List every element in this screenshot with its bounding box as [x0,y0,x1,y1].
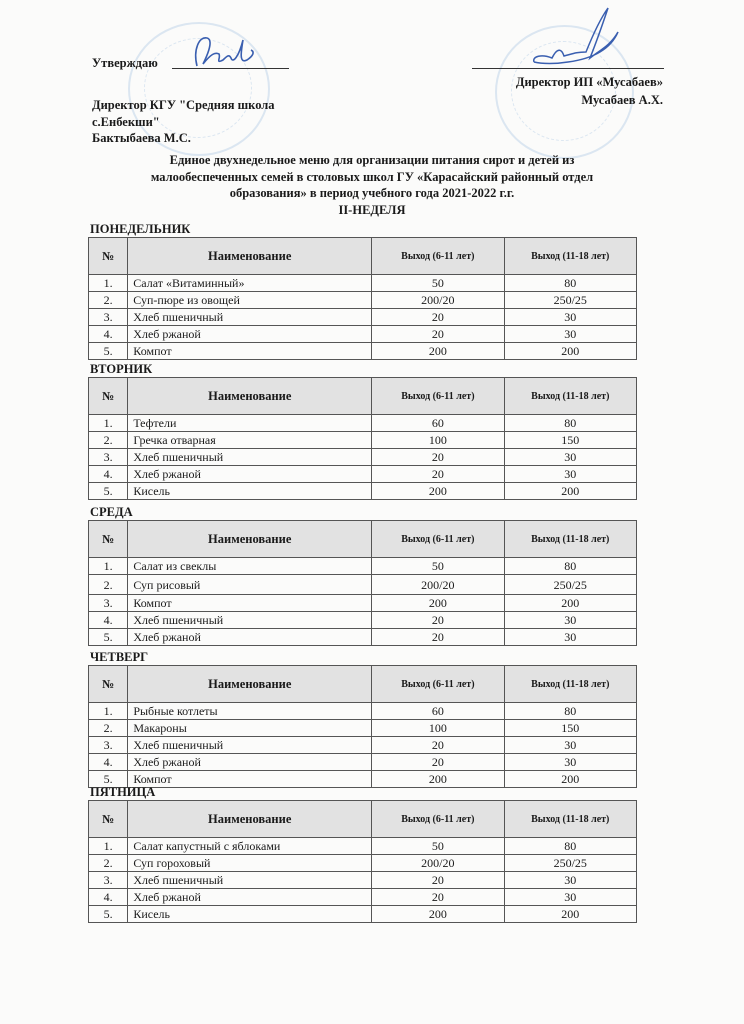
day-heading-1: ВТОРНИК [90,362,153,376]
right-signature-line [472,68,664,69]
portion-6-11: 200/20 [372,575,504,595]
row-number: 5. [89,343,128,360]
row-number: 3. [89,872,128,889]
dish-name: Салат из свеклы [128,558,372,575]
column-header-num: № [89,521,128,558]
table-row [89,415,637,432]
dish-name: Компот [128,771,372,788]
row-number: 1. [89,275,128,292]
portion-11-18: 30 [504,889,636,906]
table-header-row [89,801,637,838]
portion-11-18: 30 [504,466,636,483]
day-heading-4: ПЯТНИЦА [90,785,156,799]
dish-name: Хлеб пшеничный [128,449,372,466]
table-row [89,483,637,500]
portion-6-11: 20 [372,309,504,326]
column-header-num: № [89,238,128,275]
portion-11-18: 80 [504,838,636,855]
table-row [89,343,637,360]
table-row [89,771,637,788]
column-header-out-11-18: Выход (11-18 лет) [504,801,636,838]
right-signatory-title: Директор ИП «Мусабаев» [515,75,663,89]
dish-name: Кисель [128,906,372,923]
dish-name: Хлеб ржаной [128,466,372,483]
column-header-num: № [89,666,128,703]
left-signatory-school: с.Енбекши" [92,114,160,129]
dish-name: Рыбные котлеты [128,703,372,720]
dish-name: Суп-пюре из овощей [128,292,372,309]
dish-name: Макароны [128,720,372,737]
row-number: 4. [89,466,128,483]
column-header-out-11-18: Выход (11-18 лет) [504,666,636,703]
table-row [89,309,637,326]
portion-6-11: 50 [372,838,504,855]
column-header-out-11-18: Выход (11-18 лет) [504,521,636,558]
column-header-out-6-11: Выход (6-11 лет) [372,666,504,703]
portion-11-18: 80 [504,558,636,575]
right-signatory-name: Мусабаев А.Х. [581,93,663,107]
dish-name: Тефтели [128,415,372,432]
portion-11-18: 30 [504,737,636,754]
left-signatory-name: Бактыбаева М.С. [92,131,191,145]
column-header-out-11-18: Выход (11-18 лет) [504,378,636,415]
portion-6-11: 200 [372,771,504,788]
table-row [89,906,637,923]
table-row [89,612,637,629]
portion-6-11: 20 [372,754,504,771]
column-header-name: Наименование [128,521,372,558]
portion-6-11: 50 [372,275,504,292]
menu-table [88,665,637,788]
dish-name: Гречка отварная [128,432,372,449]
approve-label: Утверждаю [92,56,158,70]
dish-name: Хлеб пшеничный [128,612,372,629]
column-header-out-6-11: Выход (6-11 лет) [372,378,504,415]
column-header-num: № [89,801,128,838]
row-number: 1. [89,838,128,855]
row-number: 5. [89,629,128,646]
document-title [100,152,644,218]
portion-6-11: 20 [372,737,504,754]
portion-6-11: 20 [372,889,504,906]
menu-table [88,800,637,923]
row-number: 3. [89,595,128,612]
portion-6-11: 20 [372,326,504,343]
portion-11-18: 30 [504,326,636,343]
column-header-num: № [89,378,128,415]
dish-name: Хлеб ржаной [128,326,372,343]
table-row [89,703,637,720]
portion-11-18: 80 [504,275,636,292]
left-signature-icon [185,30,265,72]
portion-6-11: 200 [372,343,504,360]
portion-11-18: 30 [504,612,636,629]
row-number: 2. [89,432,128,449]
left-signatory [92,97,275,147]
portion-11-18: 200 [504,771,636,788]
dish-name: Хлеб пшеничный [128,309,372,326]
row-number: 1. [89,703,128,720]
menu-table [88,237,637,360]
table-row [89,720,637,737]
table-header-row [89,238,637,275]
table-row [89,889,637,906]
portion-6-11: 200/20 [372,855,504,872]
dish-name: Салат «Витаминный» [128,275,372,292]
table-row [89,275,637,292]
table-row [89,432,637,449]
table-row [89,855,637,872]
table-row [89,838,637,855]
portion-11-18: 200 [504,483,636,500]
portion-6-11: 20 [372,466,504,483]
portion-6-11: 20 [372,629,504,646]
row-number: 2. [89,575,128,595]
portion-11-18: 250/25 [504,575,636,595]
row-number: 2. [89,292,128,309]
portion-6-11: 200 [372,595,504,612]
portion-6-11: 60 [372,703,504,720]
table-row [89,575,637,595]
title-line-1: Единое двухнедельное меню для организации питания сирот и детей из [169,153,575,167]
portion-11-18: 30 [504,872,636,889]
row-number: 4. [89,754,128,771]
portion-6-11: 100 [372,720,504,737]
row-number: 2. [89,720,128,737]
table-row [89,737,637,754]
approve-signature-line [172,68,289,69]
portion-6-11: 60 [372,415,504,432]
dish-name: Компот [128,595,372,612]
column-header-name: Наименование [128,378,372,415]
dish-name: Суп гороховый [128,855,372,872]
portion-11-18: 30 [504,754,636,771]
dish-name: Хлеб ржаной [128,629,372,646]
column-header-out-6-11: Выход (6-11 лет) [372,238,504,275]
table-row [89,629,637,646]
menu-table [88,520,637,646]
table-header-row [89,666,637,703]
dish-name: Хлеб пшеничный [128,872,372,889]
row-number: 5. [89,771,128,788]
dish-name: Кисель [128,483,372,500]
column-header-name: Наименование [128,238,372,275]
portion-6-11: 200 [372,906,504,923]
dish-name: Компот [128,343,372,360]
column-header-out-11-18: Выход (11-18 лет) [504,238,636,275]
portion-6-11: 20 [372,612,504,629]
row-number: 5. [89,906,128,923]
portion-6-11: 50 [372,558,504,575]
portion-6-11: 20 [372,449,504,466]
table-row [89,466,637,483]
portion-11-18: 250/25 [504,855,636,872]
column-header-name: Наименование [128,666,372,703]
portion-11-18: 250/25 [504,292,636,309]
table-row [89,326,637,343]
row-number: 1. [89,558,128,575]
row-number: 4. [89,326,128,343]
column-header-out-6-11: Выход (6-11 лет) [372,521,504,558]
right-signature-icon [528,2,623,70]
row-number: 1. [89,415,128,432]
table-header-row [89,378,637,415]
row-number: 5. [89,483,128,500]
row-number: 2. [89,855,128,872]
left-signatory-title: Директор КГУ "Средняя школа [92,98,275,112]
portion-11-18: 150 [504,720,636,737]
dish-name: Хлеб ржаной [128,889,372,906]
dish-name: Суп рисовый [128,575,372,595]
dish-name: Салат капустный с яблоками [128,838,372,855]
portion-11-18: 200 [504,343,636,360]
portion-11-18: 200 [504,906,636,923]
portion-11-18: 30 [504,449,636,466]
week-label: II-НЕДЕЛЯ [338,202,406,217]
portion-6-11: 200 [372,483,504,500]
day-heading-0: ПОНЕДЕЛЬНИК [90,222,191,236]
row-number: 3. [89,309,128,326]
table-row [89,558,637,575]
table-row [89,292,637,309]
dish-name: Хлеб пшеничный [128,737,372,754]
portion-6-11: 20 [372,872,504,889]
row-number: 4. [89,612,128,629]
menu-table [88,377,637,500]
portion-6-11: 200/20 [372,292,504,309]
title-line-3: образования» в период учебного года 2021-2022 г.г. [229,186,515,200]
portion-11-18: 80 [504,415,636,432]
portion-6-11: 100 [372,432,504,449]
column-header-name: Наименование [128,801,372,838]
portion-11-18: 200 [504,595,636,612]
row-number: 4. [89,889,128,906]
right-signatory [470,73,663,109]
portion-11-18: 150 [504,432,636,449]
table-header-row [89,521,637,558]
portion-11-18: 80 [504,703,636,720]
dish-name: Хлеб ржаной [128,754,372,771]
row-number: 3. [89,737,128,754]
table-row [89,595,637,612]
day-heading-3: ЧЕТВЕРГ [90,650,149,664]
title-line-2: малообеспеченных семей в столовых школ ГУ «Карасайский районный отдел [150,169,594,184]
table-row [89,754,637,771]
portion-11-18: 30 [504,309,636,326]
portion-11-18: 30 [504,629,636,646]
day-heading-2: СРЕДА [90,505,133,519]
column-header-out-6-11: Выход (6-11 лет) [372,801,504,838]
row-number: 3. [89,449,128,466]
table-row [89,872,637,889]
table-row [89,449,637,466]
